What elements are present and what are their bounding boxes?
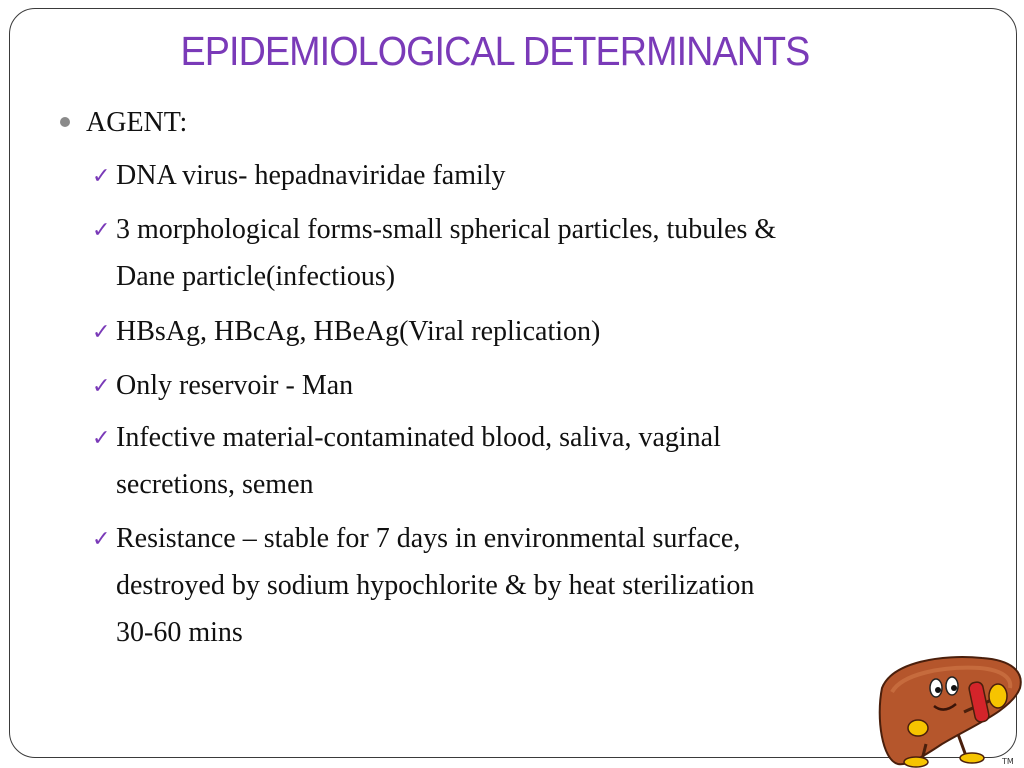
list-item-line: DNA virus- hepadnaviridae family <box>116 160 506 191</box>
list-item <box>92 206 776 300</box>
list-item-text <box>116 414 721 508</box>
checkmark-icon: ✓ <box>92 320 111 345</box>
tm-mark: TM <box>1002 757 1014 766</box>
list-item <box>92 414 721 508</box>
heading-bullet-text: AGENT: <box>86 107 188 138</box>
checkmark-icon: ✓ <box>92 164 111 189</box>
list-item-line: Infective material-contaminated blood, saliva, vaginal <box>116 422 721 453</box>
heading-bullet <box>60 105 187 141</box>
list-item-text <box>116 515 754 656</box>
checkmark-icon: ✓ <box>92 374 111 399</box>
list-item-line: Only reservoir - Man <box>116 370 354 401</box>
slide-title: EPIDEMIOLOGICAL DETERMINANTS <box>180 28 810 74</box>
list-item-line: 3 morphological forms-small spherical particles, tubules & <box>116 214 777 245</box>
list-item-text <box>116 362 353 409</box>
list-item-line: destroyed by sodium hypochlorite & by heat sterilization <box>116 570 755 601</box>
list-item-text <box>116 152 506 199</box>
list-item <box>92 362 353 409</box>
bullet-dot-icon <box>60 117 70 127</box>
list-item-line: Resistance – stable for 7 days in environmental surface, <box>116 523 741 554</box>
list-item-line: HBsAg, HBcAg, HBeAg(Viral replication) <box>116 316 601 347</box>
list-item <box>92 152 506 199</box>
list-item-line: secretions, semen <box>116 469 314 500</box>
checkmark-icon: ✓ <box>92 218 111 243</box>
list-item-text <box>116 206 776 300</box>
list-item <box>92 515 754 656</box>
list-item-text <box>116 308 600 355</box>
list-item-line: 30-60 mins <box>116 617 243 648</box>
checkmark-icon: ✓ <box>92 426 111 451</box>
checkmark-icon: ✓ <box>92 527 111 552</box>
liver-cartoon-icon <box>872 648 1024 768</box>
list-item-line: Dane particle(infectious) <box>116 261 396 292</box>
list-item <box>92 308 600 355</box>
